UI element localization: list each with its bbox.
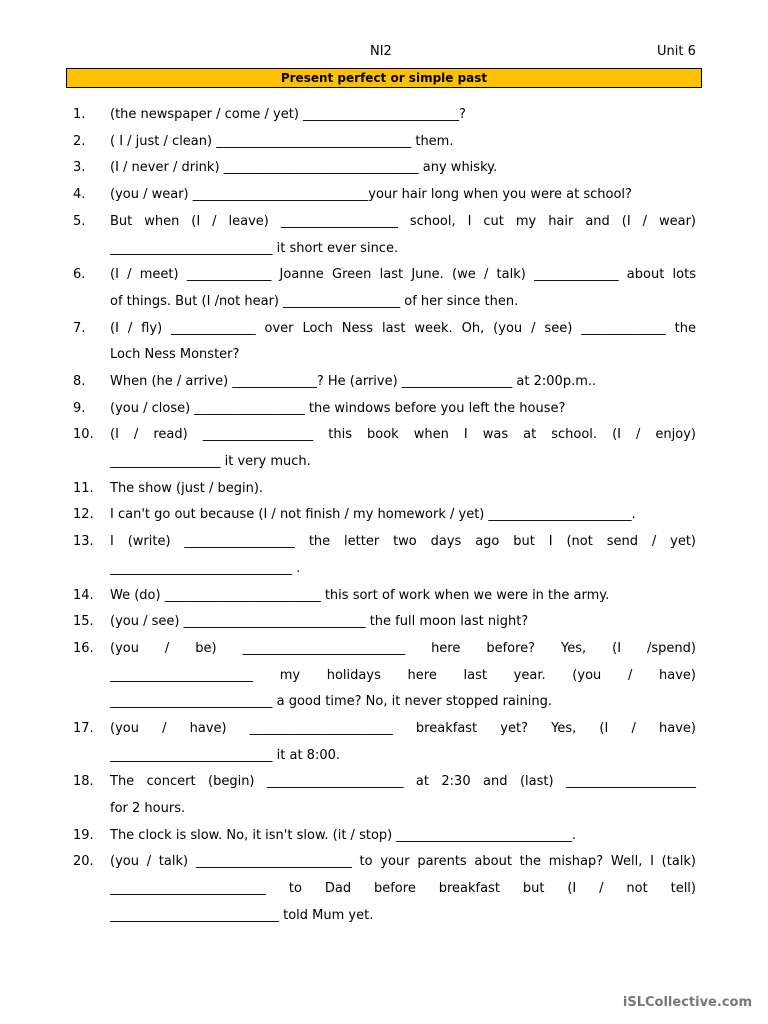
item-text — [110, 369, 696, 396]
item-text — [110, 422, 696, 475]
item-line: (I / meet) _____________ Joanne Green last June. (we / talk) _____________ about lots — [110, 267, 696, 283]
exercise-item — [0, 716, 768, 769]
item-number: 2. — [73, 133, 86, 149]
exercise-item — [0, 476, 768, 503]
item-number: 15. — [73, 614, 94, 630]
item-line: ( I / just / clean) ______________________________ them. — [110, 133, 454, 149]
item-line: I (write) _________________ the letter two days ago but I (not send / yet) — [110, 534, 696, 550]
item-line: of things. But (I /not hear) __________________ of her since then. — [110, 293, 519, 309]
item-text — [110, 102, 696, 129]
exercise-item — [0, 529, 768, 582]
item-line: (I / read) _________________ this book when I was at school. (I / enjoy) — [110, 427, 696, 443]
worksheet-title: Present perfect or simple past — [66, 68, 702, 88]
item-line: for 2 hours. — [110, 801, 186, 817]
exercise-item — [0, 849, 768, 929]
item-line: I can't go out because (I / not finish / my homework / yet) ______________________. — [110, 507, 636, 523]
exercise-item — [0, 823, 768, 850]
item-line: When (he / arrive) _____________? He (arrive) _________________ at 2:00p.m.. — [110, 373, 597, 389]
item-line: (you / close) _________________ the windows before you left the house? — [110, 400, 566, 416]
exercise-item — [0, 422, 768, 475]
item-number: 4. — [73, 187, 86, 203]
exercise-list — [0, 102, 768, 929]
item-number: 18. — [73, 774, 94, 790]
exercise-item — [0, 129, 768, 156]
item-line: (you / be) _________________________ here before? Yes, (I /spend) — [110, 640, 696, 656]
item-number: 12. — [73, 507, 94, 523]
item-line: (you / talk) ________________________ to your parents about the mishap? Well, I (talk) — [110, 854, 696, 870]
item-number: 14. — [73, 587, 94, 603]
item-text — [110, 182, 696, 209]
item-text — [110, 529, 696, 582]
item-number: 11. — [73, 480, 94, 496]
watermark: iSLCollective.com — [622, 995, 752, 1010]
page-header — [0, 44, 768, 62]
item-text — [110, 823, 696, 850]
item-text — [110, 396, 696, 423]
item-text — [110, 769, 696, 822]
item-text — [110, 609, 696, 636]
item-line: (you / wear) ___________________________your hair long when you were at school? — [110, 187, 632, 203]
item-number: 9. — [73, 400, 86, 416]
level-label: NI2 — [370, 44, 392, 59]
item-text — [110, 502, 696, 529]
item-number: 16. — [73, 640, 94, 656]
exercise-item — [0, 182, 768, 209]
exercise-item — [0, 262, 768, 315]
exercise-item — [0, 102, 768, 129]
item-text — [110, 716, 696, 769]
item-number: 7. — [73, 320, 86, 336]
item-number: 5. — [73, 213, 86, 229]
item-text — [110, 476, 696, 503]
item-number: 17. — [73, 720, 94, 736]
item-line: ____________________________ . — [110, 560, 301, 576]
item-text — [110, 209, 696, 262]
item-line: _________________________ it at 8:00. — [110, 747, 340, 763]
item-line: (I / fly) _____________ over Loch Ness last week. Oh, (you / see) _____________ the — [110, 320, 696, 336]
exercise-item — [0, 316, 768, 369]
item-line: (you / see) ____________________________ the full moon last night? — [110, 614, 529, 630]
item-line: Loch Ness Monster? — [110, 347, 240, 363]
item-number: 13. — [73, 534, 94, 550]
item-line: The clock is slow. No, it isn't slow. (it / stop) ___________________________. — [110, 827, 576, 843]
exercise-item — [0, 396, 768, 423]
item-number: 20. — [73, 854, 94, 870]
item-line: __________________________ told Mum yet. — [110, 907, 374, 923]
item-number: 10. — [73, 427, 94, 443]
item-number: 6. — [73, 267, 86, 283]
item-line: _________________ it very much. — [110, 454, 311, 470]
item-text — [110, 155, 696, 182]
item-line: But when (I / leave) __________________ school, I cut my hair and (I / wear) — [110, 213, 696, 229]
exercise-item — [0, 609, 768, 636]
item-number: 19. — [73, 827, 94, 843]
item-number: 1. — [73, 107, 86, 122]
item-text — [110, 583, 696, 610]
exercise-item — [0, 769, 768, 822]
exercise-item — [0, 155, 768, 182]
item-text — [110, 636, 696, 716]
exercise-item — [0, 209, 768, 262]
exercise-item — [0, 636, 768, 716]
item-text — [110, 262, 696, 315]
unit-label: Unit 6 — [657, 44, 696, 59]
exercise-item — [0, 583, 768, 610]
item-text — [110, 316, 696, 369]
item-line: (you / have) ______________________ breakfast yet? Yes, (I / have) — [110, 720, 696, 736]
exercise-item — [0, 369, 768, 396]
item-number: 8. — [73, 373, 86, 389]
item-text — [110, 129, 696, 156]
exercise-item — [0, 502, 768, 529]
item-line: We (do) ________________________ this sort of work when we were in the army. — [110, 587, 610, 603]
item-line: (I / never / drink) ______________________________ any whisky. — [110, 160, 498, 176]
item-line: (the newspaper / come / yet) ________________________? — [110, 107, 466, 122]
item-line: _________________________ a good time? No, it never stopped raining. — [110, 694, 552, 710]
item-line: ________________________ to Dad before breakfast but (I / not tell) — [110, 881, 696, 897]
item-text — [110, 849, 696, 929]
item-line: ______________________ my holidays here last year. (you / have) — [110, 667, 696, 683]
item-line: The show (just / begin). — [110, 480, 264, 496]
item-line: _________________________ it short ever since. — [110, 240, 399, 256]
item-number: 3. — [73, 160, 86, 176]
item-line: The concert (begin) _____________________ at 2:30 and (last) ____________________ — [110, 774, 696, 790]
